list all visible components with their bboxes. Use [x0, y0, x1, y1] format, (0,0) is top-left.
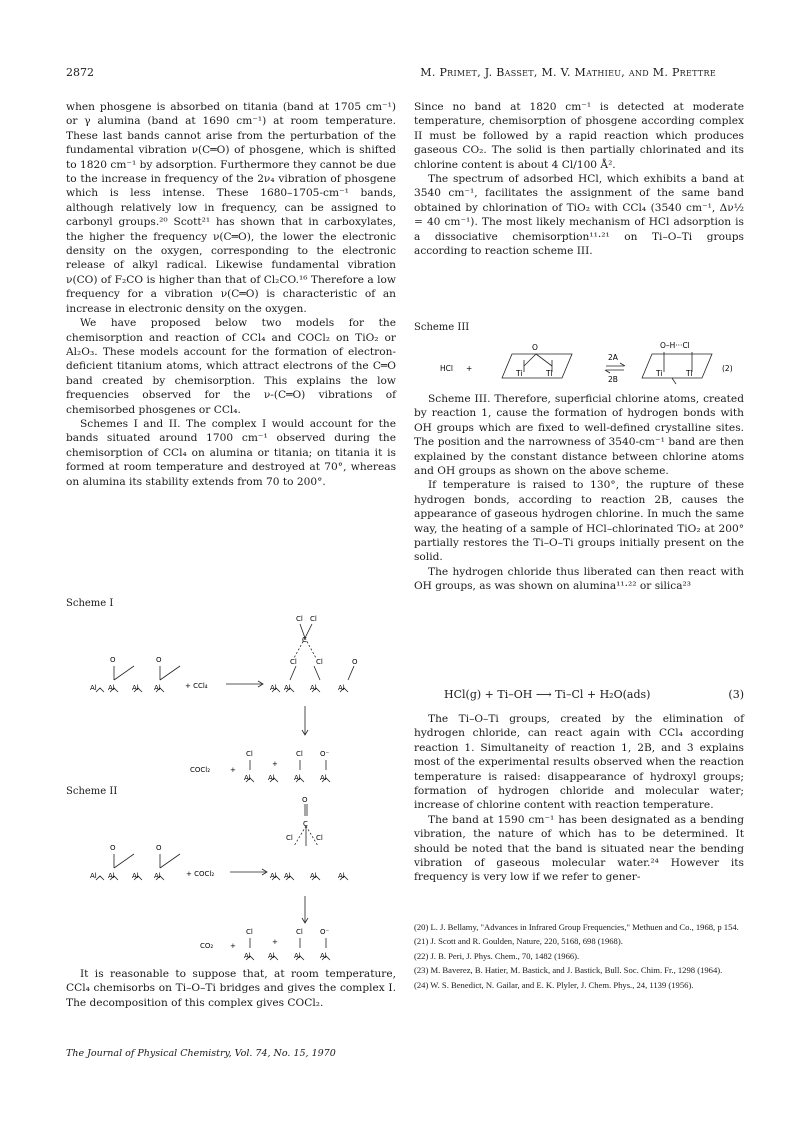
atom-cl-label: Cl: [316, 834, 323, 842]
left-tail-text: [66, 967, 396, 1010]
paragraph: The Ti–O–Ti groups, created by the elimination of hydrogen chloride, can react again with CCl₄ according reaction 1. Simultaneity of reaction 1, 2B, and 3 explains most of the experimental results observed when the reaction temperature is raised: disappearance of hydroxyl groups; formation of hydrogen chloride and molecular water; increase of chlorine content with reaction temperature.: [414, 713, 744, 812]
atom-al-label: Al: [268, 952, 275, 960]
atom-o-minus-label: O⁻: [320, 750, 330, 758]
atom-ti-label: Ti: [686, 369, 693, 378]
atom-ti-label: Ti: [546, 369, 553, 378]
plus-sign: +: [272, 938, 278, 946]
atom-o-label: O: [352, 658, 358, 666]
atom-cl-label: Cl: [296, 928, 303, 936]
atom-al-label: Al: [154, 684, 161, 692]
hcl-label: HCl: [440, 364, 453, 373]
atom-al-label: Al: [294, 952, 301, 960]
atom-o-label: O: [156, 844, 162, 852]
product-co2: CO₂: [200, 942, 214, 950]
product-cocl2: COCl₂: [190, 766, 211, 774]
scheme-2-label: Scheme II: [66, 786, 118, 797]
paragraph: The spectrum of adsorbed HCl, which exhibits a band at 3540 cm⁻¹, facilitates the assignment of the same band obtained by chlorination of TiO₂ with CCl₄ (3540 cm⁻¹, Δν½ = 40 cm⁻¹). The most likely mechanism of HCl adsorption is a dissociative chemisorption¹¹·²¹ on Ti–O–Ti groups according to reaction scheme III.: [414, 173, 744, 258]
journal-footer: The Journal of Physical Chemistry, Vol. 74, No. 15, 1970: [66, 1048, 336, 1059]
atom-al-label: Al: [338, 872, 345, 880]
paragraph: It is reasonable to suppose that, at room temperature, CCl₄ chemisorbs on Ti–O–Ti bridges and gives the complex I. The decomposition of this complex gives COCl₂.: [66, 968, 396, 1009]
reference-item: (22) J. B. Peri, J. Phys. Chem., 70, 1482 (1966).: [414, 950, 580, 961]
atom-al-label: Al: [284, 684, 291, 692]
equation-number: (2): [722, 364, 733, 373]
atom-cl-label: Cl: [310, 615, 317, 623]
references: [414, 922, 744, 994]
atom-cl-label: Cl: [286, 834, 293, 842]
atom-al-label: Al: [310, 872, 317, 880]
atom-al-label: Al: [108, 684, 115, 692]
atom-cl-label: Cl: [246, 928, 253, 936]
atom-cl-label: Cl: [296, 615, 303, 623]
plus-sign: +: [230, 766, 236, 774]
atom-cl-label: Cl: [290, 658, 297, 666]
atom-o-label: O: [110, 844, 116, 852]
scheme-3-figure: [440, 338, 745, 392]
plus-sign: +: [466, 364, 473, 373]
running-header-authors: M. Primet, J. Basset, M. V. Mathieu, and M. Prettre: [420, 66, 716, 79]
atom-al-label: Al: [270, 684, 277, 692]
atom-o-label: O: [302, 796, 308, 804]
paragraph: If temperature is raised to 130°, the rupture of these hydrogen bonds, according to reaction 2B, causes the appearance of gaseous hydrogen chlorine. In much the same way, the heating of a sample of HCl–chlorinated TiO₂ at 200° partially restores the Ti–O–Ti groups initially present on the solid.: [414, 479, 744, 564]
scheme-1-label: Scheme I: [66, 598, 114, 609]
paragraph: Schemes I and II. The complex I would account for the bands situated around 1700 cm⁻¹ observed during the chemisorption of CCl₄ on alumina or titania; on titania it is formed at room temperature and destroyed at 70°, whereas on alumina its stability extends from 70 to 200°.: [66, 417, 396, 488]
equation-number: (3): [728, 688, 744, 701]
paragraph: Scheme III. Therefore, superficial chlorine atoms, created by reaction 1, cause the formation of hydrogen bonds with OH groups which are fixed to well-defined crystalline sites. The position and the narrowness of 3540-cm⁻¹ band are then explained by the constant distance between chlorine atoms and OH groups as shown on the above scheme.: [414, 393, 744, 478]
paragraph: Since no band at 1820 cm⁻¹ is detected at moderate temperature, chemisorption of phosgene according complex II must be followed by a rapid reaction which produces gaseous CO₂. The solid is then partially chlorinated and its chlorine content is about 4 Cl/100 Å².: [414, 101, 744, 171]
equation-body: HCl(g) + Ti–OH ⟶ Ti–Cl + H₂O(ads): [444, 688, 651, 701]
plus-sign: +: [230, 942, 236, 950]
atom-al-label: Al: [284, 872, 291, 880]
scheme-1-figure: [90, 610, 390, 799]
right-column-top: [414, 100, 744, 258]
atom-ti-label: Ti: [656, 369, 663, 378]
atom-al-label: Al: [294, 774, 301, 782]
right-column-middle: [414, 392, 744, 594]
atom-al-label: Al: [270, 872, 277, 880]
atom-al-label: Al: [338, 684, 345, 692]
atom-al-label: Al: [244, 774, 251, 782]
atom-al-label: Al: [132, 872, 139, 880]
reference-item: (23) M. Baverez, B. Hatier, M. Bastick, and J. Bastick, Bull. Soc. Chim. Fr., 1298 (1964).: [414, 965, 723, 976]
atom-o-minus-label: O⁻: [320, 928, 330, 936]
atom-o-label: O: [156, 656, 162, 664]
arrow-label-forward: 2A: [608, 353, 618, 362]
atom-al-label: Al: [90, 684, 97, 692]
left-column: [66, 100, 396, 489]
plus-sign: +: [272, 760, 278, 768]
arrow-label-reverse: 2B: [608, 375, 618, 384]
atom-ti-label: Ti: [516, 369, 523, 378]
atom-al-label: Al: [154, 872, 161, 880]
atom-cl-label: Cl: [246, 750, 253, 758]
page-number: 2872: [66, 66, 94, 79]
paragraph: The band at 1590 cm⁻¹ has been designated as a bending vibration, the nature of which has to be determined. It should be noted that the band is situated near the bending vibration of gaseous molecular water.²⁴ However its frequency is very low if we refer to gener-: [414, 813, 744, 884]
atom-al-label: Al: [244, 952, 251, 960]
reagent-ccl4: + CCl₄: [185, 682, 208, 690]
atom-al-label: Al: [132, 684, 139, 692]
reference-item: (20) L. J. Bellamy, "Advances in Infrared Group Frequencies," Methuen and Co., 1968, p 154.: [414, 922, 739, 932]
atom-o-label: O: [532, 343, 538, 352]
paragraph: when phosgene is absorbed on titania (band at 1705 cm⁻¹) or γ alumina (band at 1690 cm⁻¹) at room temperature. These last bands cannot arise from the perturbation of the fundamental vibration ν(C═O) of phosgene, which is shifted to 1820 cm⁻¹ by adsorption. Furthermore they cannot be due to the increase in frequency of the 2ν₄ vibration of phosgene which is less intense. These 1680–1705-cm⁻¹ bands, although relatively low in frequency, can be assigned to carbonyl groups.²⁰ Scott²¹ has shown that in carboxylates, the higher the frequency ν(C═O), the lower the electronic density on the oxygen, corresponding to the electronic release of alkyl radical. Likewise fundamental vibration ν(CO) of F₂CO is higher than that of Cl₂CO.¹⁶ Therefore a low frequency for a vibration ν(C═O) is characteristic of an increase in electronic density on the oxygen.: [66, 101, 396, 315]
atom-c-label: C: [302, 636, 307, 644]
reference-item: (21) J. Scott and R. Goulden, Nature, 220, 5168, 698 (1968).: [414, 936, 623, 947]
oh-cl-label: O–H···Cl: [660, 341, 690, 350]
atom-al-label: Al: [320, 952, 327, 960]
atom-cl-label: Cl: [316, 658, 323, 666]
atom-o-label: O: [110, 656, 116, 664]
atom-al-label: Al: [90, 872, 97, 880]
paragraph: The hydrogen chloride thus liberated can then react with OH groups, as was shown on alumina¹¹·²² or silica²³: [414, 565, 744, 593]
atom-al-label: Al: [268, 774, 275, 782]
paragraph: We have proposed below two models for the chemisorption and reaction of CCl₄ and COCl₂ on TiO₂ or Al₂O₃. These models account for the formation of electron-deficient titanium atoms, which attract electrons of the C═O band created by chemisorption. This explains the low frequencies observed for the ν-(C═O) vibrations of chemisorbed phosgenes or CCl₄.: [66, 317, 396, 416]
atom-c-label: C: [303, 820, 308, 828]
atom-al-label: Al: [320, 774, 327, 782]
atom-al-label: Al: [310, 684, 317, 692]
scheme-2-figure: [90, 796, 390, 970]
right-column-bottom: [414, 712, 744, 885]
atom-al-label: Al: [108, 872, 115, 880]
reference-item: (24) W. S. Benedict, N. Gailar, and E. K. Plyler, J. Chem. Phys., 24, 1139 (1956).: [414, 979, 694, 990]
reagent-cocl2: + COCl₂: [186, 870, 215, 878]
scheme-3-label: Scheme III: [414, 322, 470, 333]
atom-cl-label: Cl: [296, 750, 303, 758]
